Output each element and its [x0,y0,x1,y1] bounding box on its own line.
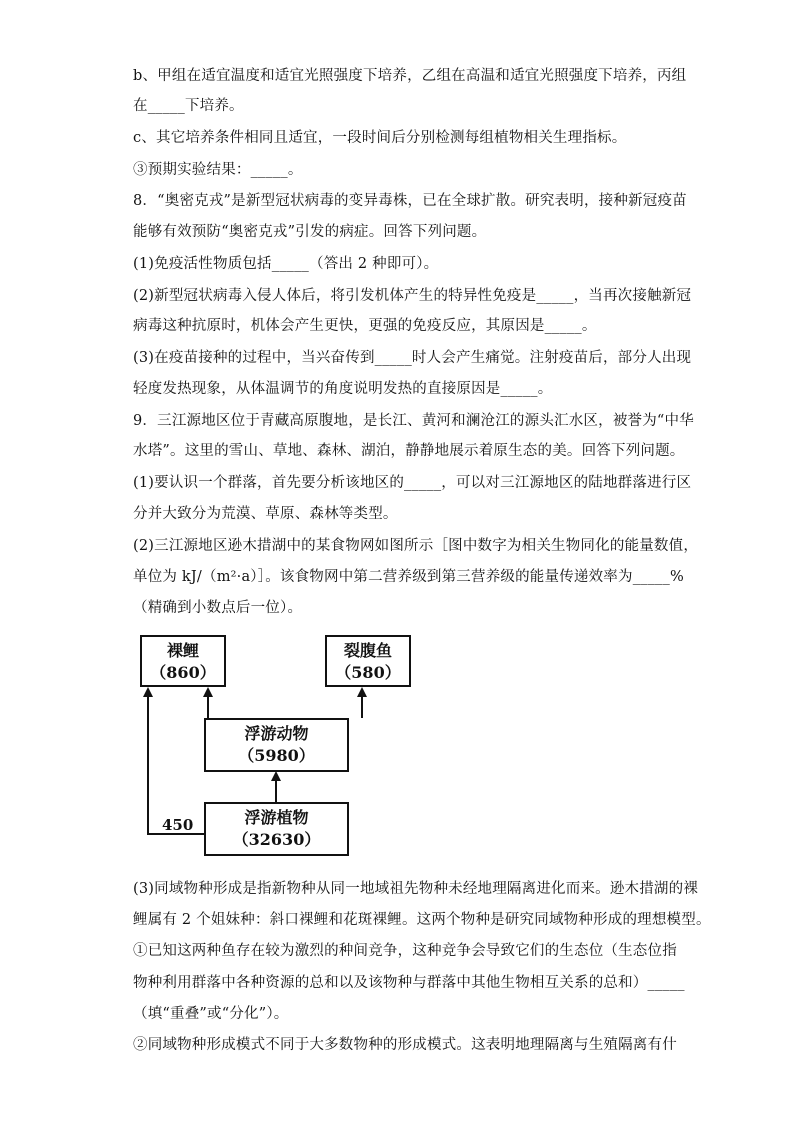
node-phytoplankton-value: （32630） [232,830,321,849]
node-naked-carp [140,635,226,687]
text-line: 分并大致分为荒漠、草原、森林等类型。 [133,506,398,522]
text-line: b、甲组在适宜温度和适宜光照强度下培养，乙组在高温和适宜光照强度下培养，丙组 [133,68,687,84]
text-line: （精确到小数点后一位）。 [133,600,303,616]
question-9-stem: 9．三江源地区位于青藏高原腹地，是长江、黄河和澜沧江的源头汇水区，被誉为“中华 [133,413,694,429]
node-phytoplankton-name: 浮游植物 [244,808,309,827]
text-line: ③预期实验结果：_____。 [133,162,303,178]
food-web-diagram [130,622,430,867]
node-zooplankton-name: 浮游动物 [244,724,309,743]
node-naked-carp-name: 裸鲤 [166,641,199,660]
text-line: 单位为 kJ/（m²·a）］。该食物网中第二营养级到第三营养级的能量传递效率为_____% [133,569,684,585]
text-line: ①已知这两种鱼存在较为激烈的种间竞争，这种竞争会导致它们的生态位（生态位指 [133,943,677,959]
question-9-part-1: (1)要认识一个群落，首先要分析该地区的_____，可以对三江源地区的陆地群落进行区 [133,475,692,491]
text-line: 病毒这种抗原时，机体会产生更快，更强的免疫反应，其原因是_____。 [133,318,597,334]
question-8-part-1: (1)免疫活性物质包括_____（答出 2 种即可）。 [133,256,439,272]
edge-label-450: 450 [162,816,194,834]
text-line: 能够有效预防“奥密克戎”引发的病症。回答下列问题。 [133,224,487,240]
question-8-stem: 8．“奥密克戎”是新型冠状病毒的变异毒株，已在全球扩散。研究表明，接种新冠疫苗 [133,193,687,209]
text-line: 轻度发热现象，从体温调节的角度说明发热的直接原因是_____。 [133,381,553,397]
node-schizothorax [325,635,411,687]
text-line: 鲤属有 2 个姐妹种：斜口裸鲤和花斑裸鲤。这两个物种是研究同域物种形成的理想模型。 [133,912,711,928]
question-9-part-2: (2)三江源地区逊木措湖中的某食物网如图所示［图中数字为相关生物同化的能量数值， [133,538,699,554]
question-9-part-3: (3)同域物种形成是指新物种从同一地域祖先物种未经地理隔离进化而来。逊木措湖的裸 [133,881,699,897]
node-zooplankton [204,718,349,772]
text-line: （填“重叠”或“分化”）。 [133,1006,289,1022]
text-line: 物种利用群落中各种资源的总和以及该物种与群落中其他生物相互关系的总和）_____ [133,975,685,991]
node-phytoplankton [204,802,349,856]
node-schizothorax-name: 裂腹鱼 [343,641,392,660]
question-8-part-2: (2)新型冠状病毒入侵人体后，将引发机体产生的特异性免疫是_____，当再次接触新冠 [133,288,692,304]
node-zooplankton-value: （5980） [238,746,315,765]
node-schizothorax-value: （580） [335,663,401,682]
text-line: ②同域物种形成模式不同于大多数物种的形成模式。这表明地理隔离与生殖隔离有什 [133,1037,677,1053]
text-line: c、其它培养条件相同且适宜，一段时间后分别检测每组植物相关生理指标。 [133,130,627,146]
question-8-part-3: (3)在疫苗接种的过程中，当兴奋传到_____时人会产生痛觉。注射疫苗后，部分人出现 [133,350,692,366]
arrow-phytoplankton-to-naked-carp [148,692,204,834]
text-line: 水塔”。这里的雪山、草地、森林、湖泊，静静地展示着原生态的美。回答下列问题。 [133,443,685,459]
text-line: 在_____下培养。 [133,98,244,114]
node-naked-carp-value: （860） [150,663,216,682]
